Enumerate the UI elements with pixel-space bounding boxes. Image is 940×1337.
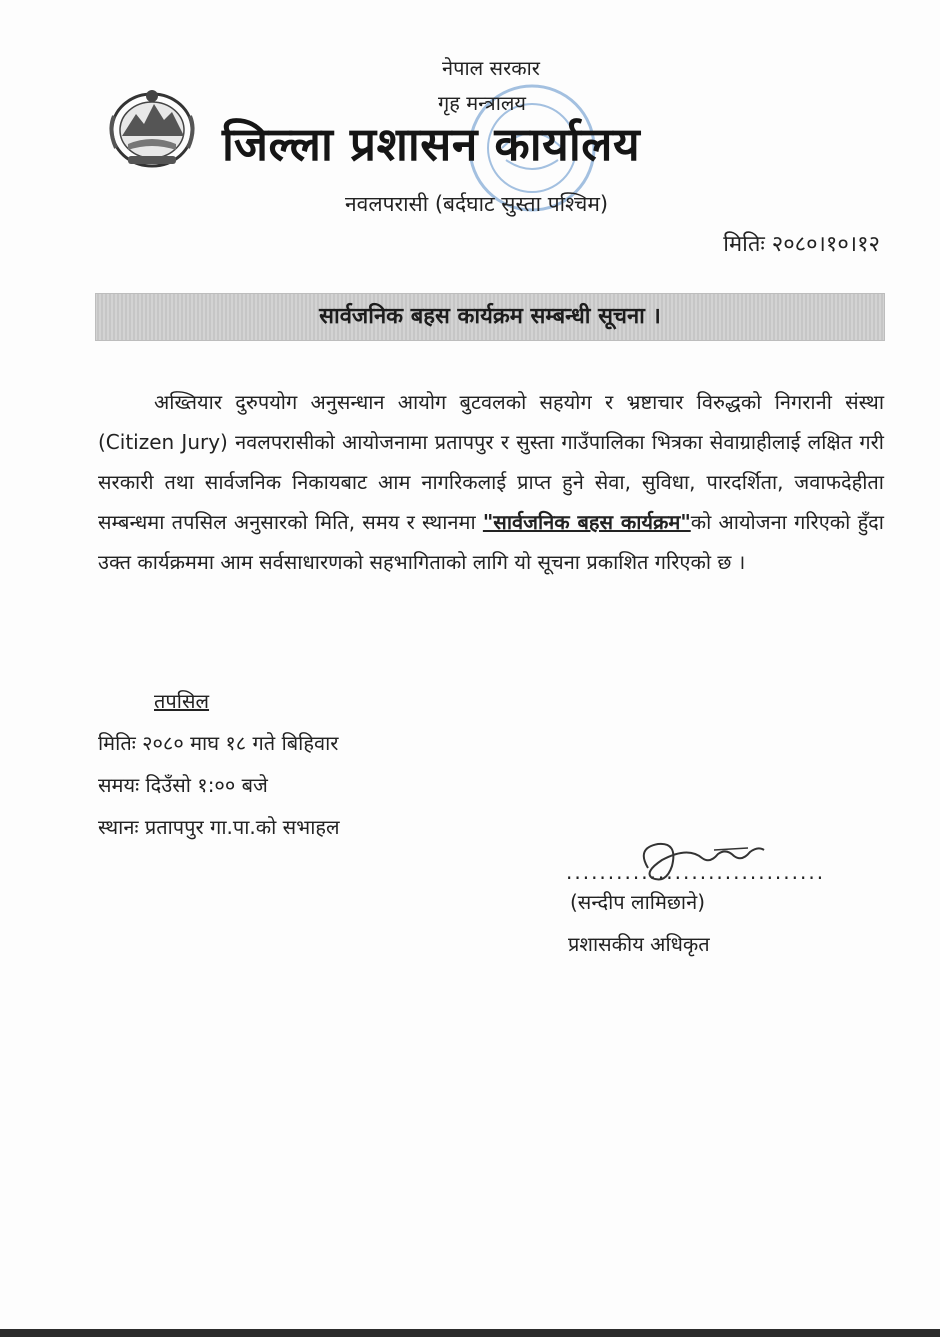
- office-address: नवलपरासी (बर्दघाट सुस्ता पश्चिम): [345, 192, 609, 216]
- signatory-designation: प्रशासकीय अधिकृत: [568, 932, 710, 956]
- notice-subject: सार्वजनिक बहस कार्यक्रम सम्बन्धी सूचना ।: [319, 304, 661, 329]
- office-title: जिल्ला प्रशासन कार्यालय: [222, 117, 641, 171]
- notice-body: [98, 382, 884, 582]
- notice-date: मितिः २०८०।१०।१२: [723, 232, 880, 257]
- details-heading: तपसिल: [154, 689, 210, 713]
- details-venue: स्थानः प्रतापपुर गा.पा.को सभाहल: [98, 815, 340, 839]
- details-time: समयः दिउँसो १:०० बजे: [98, 773, 268, 797]
- body-text-part1: अख्तियार दुरुपयोग अनुसन्धान आयोग बुटवलको सहयोग र भ्रष्टाचार विरुद्धको निगरानी संस्था (Citizen Jury) नवलपरासीको आयोजनामा प्रतापपुर र सुस्ता गाउँपालिका भित्रका सेवाग्राहीलाई लक्षित गरी सरकारी तथा सार्वजनिक निकायबाट आम नागरिकलाई प्राप्त हुने सेवा, सुविधा, पारदर्शिता, जवाफदेहीता सम्बन्धमा तपसिल अनुसारको मिति, समय र स्थानमा: [98, 390, 884, 534]
- ministry-name: गृह मन्त्रालय: [437, 91, 527, 115]
- signature-dots: ...............................: [566, 860, 826, 884]
- government-name: नेपाल सरकार: [442, 56, 540, 80]
- signatory-name: (सन्दीप लामिछाने): [570, 890, 706, 914]
- signature-mark-icon: [618, 838, 768, 888]
- program-name-highlight: "सार्वजनिक बहस कार्यक्रम": [482, 510, 691, 534]
- body-text-part2: को आयोजना गरिएको हुँदा उक्त कार्यक्रममा आम सर्वसाधारणको सहभागिताको लागि यो सूचना प्रकाशित गरिएको छ ।: [98, 510, 884, 574]
- subject-band: [95, 293, 885, 341]
- scan-edge: [0, 1329, 940, 1337]
- details-section: [98, 680, 340, 848]
- details-date: मितिः २०८० माघ १८ गते बिहिवार: [98, 731, 339, 755]
